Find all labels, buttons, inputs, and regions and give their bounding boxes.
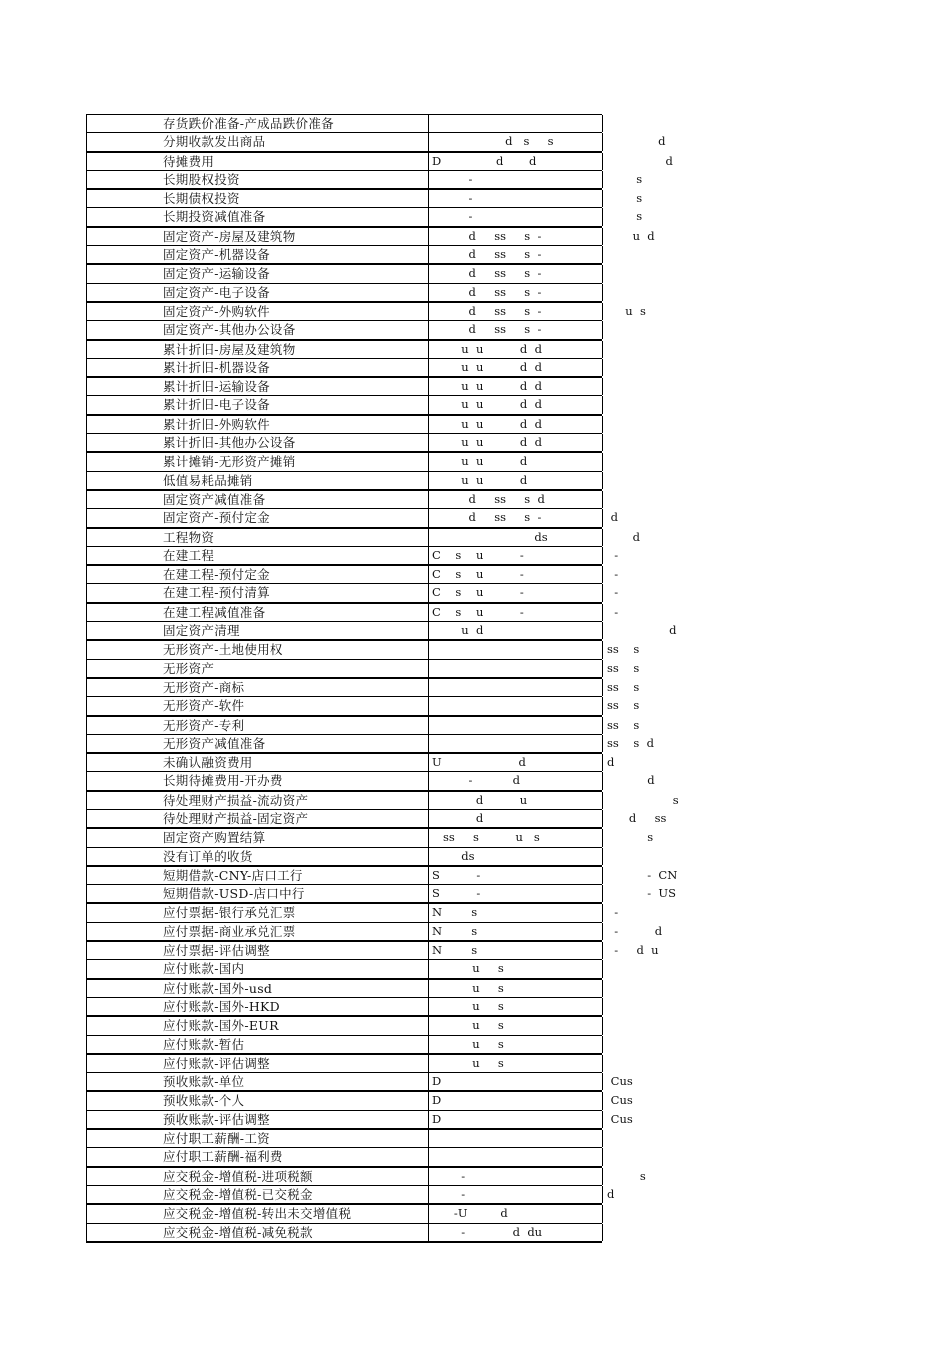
account-name-cell: 分期收款发出商品	[163, 134, 266, 150]
cell-fragment: d u	[432, 792, 528, 807]
cell-fragment: D	[432, 1111, 442, 1126]
account-name-cell: 固定资产-其他办公设备	[163, 322, 296, 338]
value-cell	[428, 547, 619, 564]
value-cell	[428, 604, 619, 621]
account-name-cell: 无形资产-专利	[163, 717, 245, 733]
cell-fragment: D d d	[432, 153, 537, 168]
account-name-cell: 待处理财产损益-固定资产	[163, 810, 309, 826]
account-name-cell: 预收账款-单位	[163, 1074, 245, 1090]
table-row	[87, 942, 659, 960]
table-row	[87, 772, 655, 791]
value-cell	[428, 265, 603, 282]
cell-fragment: ds	[432, 529, 548, 544]
overflow-fragment: u d	[607, 228, 655, 243]
table-row	[87, 810, 667, 829]
overflow-fragment: s	[607, 209, 643, 224]
overflow-fragment: Cus	[607, 1093, 633, 1108]
table-row	[87, 133, 666, 152]
table-row	[87, 453, 602, 471]
value-cell	[428, 208, 643, 225]
value-cell	[428, 491, 603, 508]
cell-fragment: ss s u s	[432, 830, 540, 845]
overflow-fragment: u s	[607, 303, 646, 318]
value-cell	[428, 190, 643, 207]
account-name-cell: 固定资产-机器设备	[163, 247, 270, 263]
value-cell	[428, 622, 677, 639]
account-name-cell: 应付账款-国内	[163, 961, 245, 977]
account-name-cell: 累计折旧-运输设备	[163, 379, 270, 395]
account-name-cell: 固定资产清理	[163, 623, 240, 639]
account-name-cell: 低值易耗品摊销	[163, 472, 253, 488]
value-cell	[428, 378, 603, 395]
overflow-fragment: d ss	[607, 810, 667, 825]
cell-fragment: u u d d	[432, 397, 542, 412]
table-row	[87, 867, 678, 885]
overflow-fragment: d	[607, 755, 615, 770]
account-name-cell: 应付账款-暂估	[163, 1036, 245, 1052]
table-row	[87, 641, 640, 659]
overflow-fragment: - d	[607, 923, 663, 938]
value-cell	[428, 660, 640, 677]
account-name-cell: 无形资产-商标	[163, 679, 245, 695]
table-row	[87, 566, 619, 584]
value-cell	[428, 1111, 633, 1128]
value-cell	[428, 1224, 603, 1241]
account-name-cell: 无形资产-软件	[163, 698, 245, 714]
cell-fragment: C s u -	[432, 585, 524, 600]
value-cell	[428, 792, 679, 809]
account-name-cell: 固定资产-电子设备	[163, 284, 270, 300]
account-name-cell: 无形资产-土地使用权	[163, 642, 283, 658]
value-cell	[428, 1130, 603, 1147]
value-cell	[428, 509, 619, 526]
overflow-fragment: d	[607, 1186, 615, 1201]
table-row	[87, 115, 602, 133]
value-cell	[428, 942, 659, 959]
cell-fragment: d s s	[432, 134, 554, 149]
overflow-fragment: s	[607, 171, 643, 186]
overflow-fragment: s	[607, 792, 679, 807]
account-name-cell: 存货跌价准备-产成品跌价准备	[163, 116, 334, 131]
value-cell	[428, 1092, 633, 1109]
cell-fragment: -	[432, 171, 473, 186]
value-cell	[428, 284, 603, 301]
value-cell	[428, 171, 643, 188]
overflow-fragment: - US	[607, 886, 676, 901]
table-row	[87, 396, 602, 415]
cell-fragment: C s u -	[432, 547, 524, 562]
value-cell	[428, 848, 603, 865]
cell-fragment: - d du	[432, 1224, 543, 1239]
table-row	[87, 697, 640, 716]
table-row	[87, 434, 602, 453]
value-cell	[428, 923, 663, 940]
account-name-cell: 固定资产-运输设备	[163, 266, 270, 282]
overflow-fragment: ss s	[607, 717, 640, 732]
table-row	[87, 1205, 602, 1223]
account-name-cell: 累计折旧-外购软件	[163, 416, 270, 432]
account-name-cell: 固定资产-外购软件	[163, 303, 270, 319]
account-name-cell: 应付职工薪酬-福利费	[163, 1149, 283, 1165]
cell-fragment: C s u -	[432, 567, 524, 582]
cell-fragment: u d	[432, 623, 484, 638]
overflow-fragment: d	[607, 134, 666, 149]
value-cell	[428, 998, 603, 1015]
overflow-fragment: d	[607, 510, 619, 525]
account-name-cell: 固定资产购置结算	[163, 830, 266, 846]
value-cell	[428, 1055, 603, 1072]
table-row	[87, 547, 619, 566]
table-row	[87, 228, 655, 246]
value-cell	[428, 396, 603, 413]
value-cell	[428, 1148, 603, 1165]
cell-fragment: D	[432, 1093, 442, 1108]
cell-fragment: d ss s -	[432, 322, 542, 337]
overflow-fragment: d	[607, 623, 677, 638]
value-cell	[428, 303, 646, 320]
overflow-fragment: s	[607, 1168, 646, 1183]
table-row	[87, 1092, 633, 1110]
overflow-fragment: ss s	[607, 698, 640, 713]
account-name-cell: 应付票据-银行承兑汇票	[163, 905, 296, 921]
cell-fragment: d ss s -	[432, 510, 542, 525]
table-row	[87, 190, 643, 208]
cell-fragment: u s	[432, 961, 504, 976]
value-cell	[428, 904, 619, 921]
cell-fragment: u s	[432, 998, 504, 1013]
value-cell	[428, 115, 603, 132]
overflow-fragment: -	[607, 567, 619, 582]
account-name-cell: 短期借款-USD-店口中行	[163, 886, 305, 902]
cell-fragment: -U d	[432, 1206, 508, 1221]
value-cell	[428, 584, 619, 601]
account-name-cell: 应付账款-评估调整	[163, 1055, 270, 1071]
account-name-cell: 累计折旧-电子设备	[163, 397, 270, 413]
cell-fragment: N s	[432, 905, 478, 920]
account-name-cell: 短期借款-CNY-店口工行	[163, 867, 303, 883]
table-row	[87, 284, 602, 303]
cell-fragment: u u d	[432, 454, 528, 469]
table-row	[87, 660, 640, 679]
cell-fragment: ds	[432, 848, 475, 863]
value-cell	[428, 735, 654, 752]
value-cell	[428, 641, 640, 658]
table-row	[87, 1036, 602, 1055]
table-row	[87, 848, 602, 867]
table-row	[87, 1148, 602, 1167]
table-row	[87, 491, 602, 509]
overflow-fragment: -	[607, 905, 619, 920]
table-row	[87, 529, 640, 547]
account-name-cell: 长期投资减值准备	[163, 209, 266, 225]
table-row	[87, 1224, 602, 1243]
table-row	[87, 998, 602, 1017]
value-cell	[428, 434, 603, 451]
account-name-cell: 固定资产减值准备	[163, 491, 266, 507]
table-row	[87, 472, 602, 491]
table-row	[87, 980, 602, 998]
cell-fragment: u u d d	[432, 359, 542, 374]
overflow-fragment: -	[607, 604, 619, 619]
cell-fragment: d ss s -	[432, 228, 542, 243]
value-cell	[428, 566, 619, 583]
overflow-fragment: s	[607, 191, 643, 206]
overflow-fragment: s	[607, 830, 654, 845]
account-name-cell: 在建工程-预付定金	[163, 567, 270, 583]
account-name-cell: 长期债权投资	[163, 191, 240, 207]
cell-fragment: S -	[432, 886, 481, 901]
table-row	[87, 584, 619, 603]
value-cell	[428, 960, 603, 977]
table-row	[87, 679, 640, 697]
overflow-fragment: Cus	[607, 1111, 633, 1126]
account-name-cell: 固定资产-房屋及建筑物	[163, 228, 296, 244]
table-row	[87, 1130, 602, 1148]
table-row	[87, 416, 602, 434]
cell-fragment: C s u -	[432, 604, 524, 619]
value-cell	[428, 472, 603, 489]
account-name-cell: 长期待摊费用-开办费	[163, 773, 283, 789]
account-name-cell: 未确认融资费用	[163, 755, 253, 771]
cell-fragment: S -	[432, 867, 481, 882]
value-cell	[428, 829, 654, 846]
value-cell	[428, 1017, 603, 1034]
value-cell	[428, 453, 603, 470]
table-row	[87, 265, 602, 283]
cell-fragment: -	[432, 191, 473, 206]
account-name-cell: 累计摊销-无形资产摊销	[163, 454, 296, 470]
table-row	[87, 754, 615, 772]
account-name-cell: 没有订单的收货	[163, 848, 253, 864]
value-cell	[428, 529, 640, 546]
cell-fragment: u u d	[432, 472, 528, 487]
table-row	[87, 171, 643, 190]
account-name-cell: 预收账款-个人	[163, 1093, 245, 1109]
account-name-cell: 在建工程	[163, 547, 215, 563]
account-name-cell: 应付职工薪酬-工资	[163, 1131, 270, 1147]
value-cell	[428, 1186, 615, 1203]
table-row	[87, 509, 619, 528]
account-name-cell: 固定资产-预付定金	[163, 510, 270, 526]
cell-fragment: -	[432, 1186, 466, 1201]
account-name-cell: 无形资产	[163, 660, 215, 676]
cell-fragment: N s	[432, 943, 478, 958]
value-cell	[428, 1168, 646, 1185]
table-row	[87, 246, 602, 265]
table-row	[87, 359, 602, 378]
table-row	[87, 153, 673, 171]
overflow-fragment: ss s	[607, 642, 640, 657]
cell-fragment: -	[432, 209, 473, 224]
account-name-cell: 应交税金-增值税-减免税款	[163, 1224, 313, 1240]
overflow-fragment: - CN	[607, 867, 678, 882]
cell-fragment: u s	[432, 1055, 504, 1070]
cell-fragment: -	[432, 1168, 466, 1183]
value-cell	[428, 1036, 603, 1053]
overflow-fragment: ss s	[607, 660, 640, 675]
value-cell	[428, 885, 676, 902]
table-row	[87, 792, 679, 810]
cell-fragment: U d	[432, 755, 526, 770]
table-row	[87, 1186, 615, 1205]
overflow-fragment: d	[607, 773, 655, 788]
overflow-fragment: d	[607, 153, 673, 168]
account-name-cell: 预收账款-评估调整	[163, 1111, 270, 1127]
value-cell	[428, 867, 678, 884]
overflow-fragment: ss s d	[607, 735, 654, 750]
table-row	[87, 622, 677, 641]
account-name-cell: 待摊费用	[163, 153, 215, 169]
account-name-cell: 在建工程-预付清算	[163, 585, 270, 601]
account-name-cell: 应付票据-评估调整	[163, 943, 270, 959]
account-name-cell: 应付账款-国外-EUR	[163, 1018, 279, 1034]
value-cell	[428, 810, 667, 827]
cell-fragment: u s	[432, 980, 504, 995]
cell-fragment: D	[432, 1074, 442, 1089]
table-row	[87, 303, 646, 321]
cell-fragment: d ss s -	[432, 303, 542, 318]
account-name-cell: 累计折旧-房屋及建筑物	[163, 341, 296, 357]
table-row	[87, 378, 602, 396]
cell-fragment: - d	[432, 773, 521, 788]
account-name-cell: 累计折旧-机器设备	[163, 359, 270, 375]
cell-fragment: u u d d	[432, 435, 542, 450]
value-cell	[428, 679, 640, 696]
cell-fragment: d ss s -	[432, 247, 542, 262]
account-name-cell: 在建工程减值准备	[163, 604, 266, 620]
value-cell	[428, 321, 603, 338]
cell-fragment: u u d d	[432, 341, 542, 356]
account-name-cell: 应交税金-增值税-已交税金	[163, 1186, 313, 1202]
cell-fragment: d	[432, 810, 484, 825]
cell-fragment: u s	[432, 1018, 504, 1033]
cell-fragment: d ss s -	[432, 266, 542, 281]
cell-fragment: d ss s -	[432, 284, 542, 299]
value-cell	[428, 754, 615, 771]
table-row	[87, 1111, 633, 1130]
value-cell	[428, 980, 603, 997]
table-row	[87, 604, 619, 622]
cell-fragment: u u d d	[432, 379, 542, 394]
value-cell	[428, 717, 640, 734]
table-row	[87, 735, 654, 754]
table-row	[87, 717, 640, 735]
value-cell	[428, 1073, 633, 1090]
table-row	[87, 1168, 646, 1186]
account-name-cell: 待处理财产损益-流动资产	[163, 792, 309, 808]
overflow-fragment: ss s	[607, 679, 640, 694]
cell-fragment: N s	[432, 923, 478, 938]
table-row	[87, 904, 619, 922]
table-row	[87, 829, 654, 847]
value-cell	[428, 697, 640, 714]
value-cell	[428, 1205, 603, 1222]
table-row	[87, 1017, 602, 1035]
value-cell	[428, 359, 603, 376]
overflow-fragment: -	[607, 585, 619, 600]
table-row	[87, 208, 643, 227]
account-name-cell: 应付账款-国外-HKD	[163, 998, 281, 1014]
spreadsheet	[86, 114, 679, 1243]
cell-fragment: u s	[432, 1036, 504, 1051]
table-row	[87, 960, 602, 979]
value-cell	[428, 246, 603, 263]
value-cell	[428, 133, 666, 150]
value-cell	[428, 228, 655, 245]
cell-fragment: d ss s d	[432, 491, 545, 506]
account-name-cell: 应付票据-商业承兑汇票	[163, 923, 296, 939]
table-row	[87, 1073, 633, 1092]
account-name-cell: 应交税金-增值税-进项税额	[163, 1168, 313, 1184]
table-row	[87, 321, 602, 340]
value-cell	[428, 153, 673, 170]
account-name-cell: 应交税金-增值税-转出未交增值税	[163, 1206, 352, 1222]
overflow-fragment: d	[607, 529, 640, 544]
account-name-cell: 无形资产减值准备	[163, 735, 266, 751]
value-cell	[428, 341, 603, 358]
overflow-fragment: - d u	[607, 943, 659, 958]
overflow-fragment: Cus	[607, 1074, 633, 1089]
cell-fragment: u u d d	[432, 416, 542, 431]
account-name-cell: 累计折旧-其他办公设备	[163, 435, 296, 451]
overflow-fragment: -	[607, 547, 619, 562]
account-name-cell: 长期股权投资	[163, 171, 240, 187]
table-row	[87, 885, 676, 904]
table-row	[87, 341, 602, 359]
account-name-cell: 工程物资	[163, 529, 215, 545]
table-row	[87, 1055, 602, 1073]
value-cell	[428, 416, 603, 433]
account-name-cell: 应付账款-国外-usd	[163, 980, 273, 996]
value-cell	[428, 772, 655, 789]
table-row	[87, 923, 663, 942]
